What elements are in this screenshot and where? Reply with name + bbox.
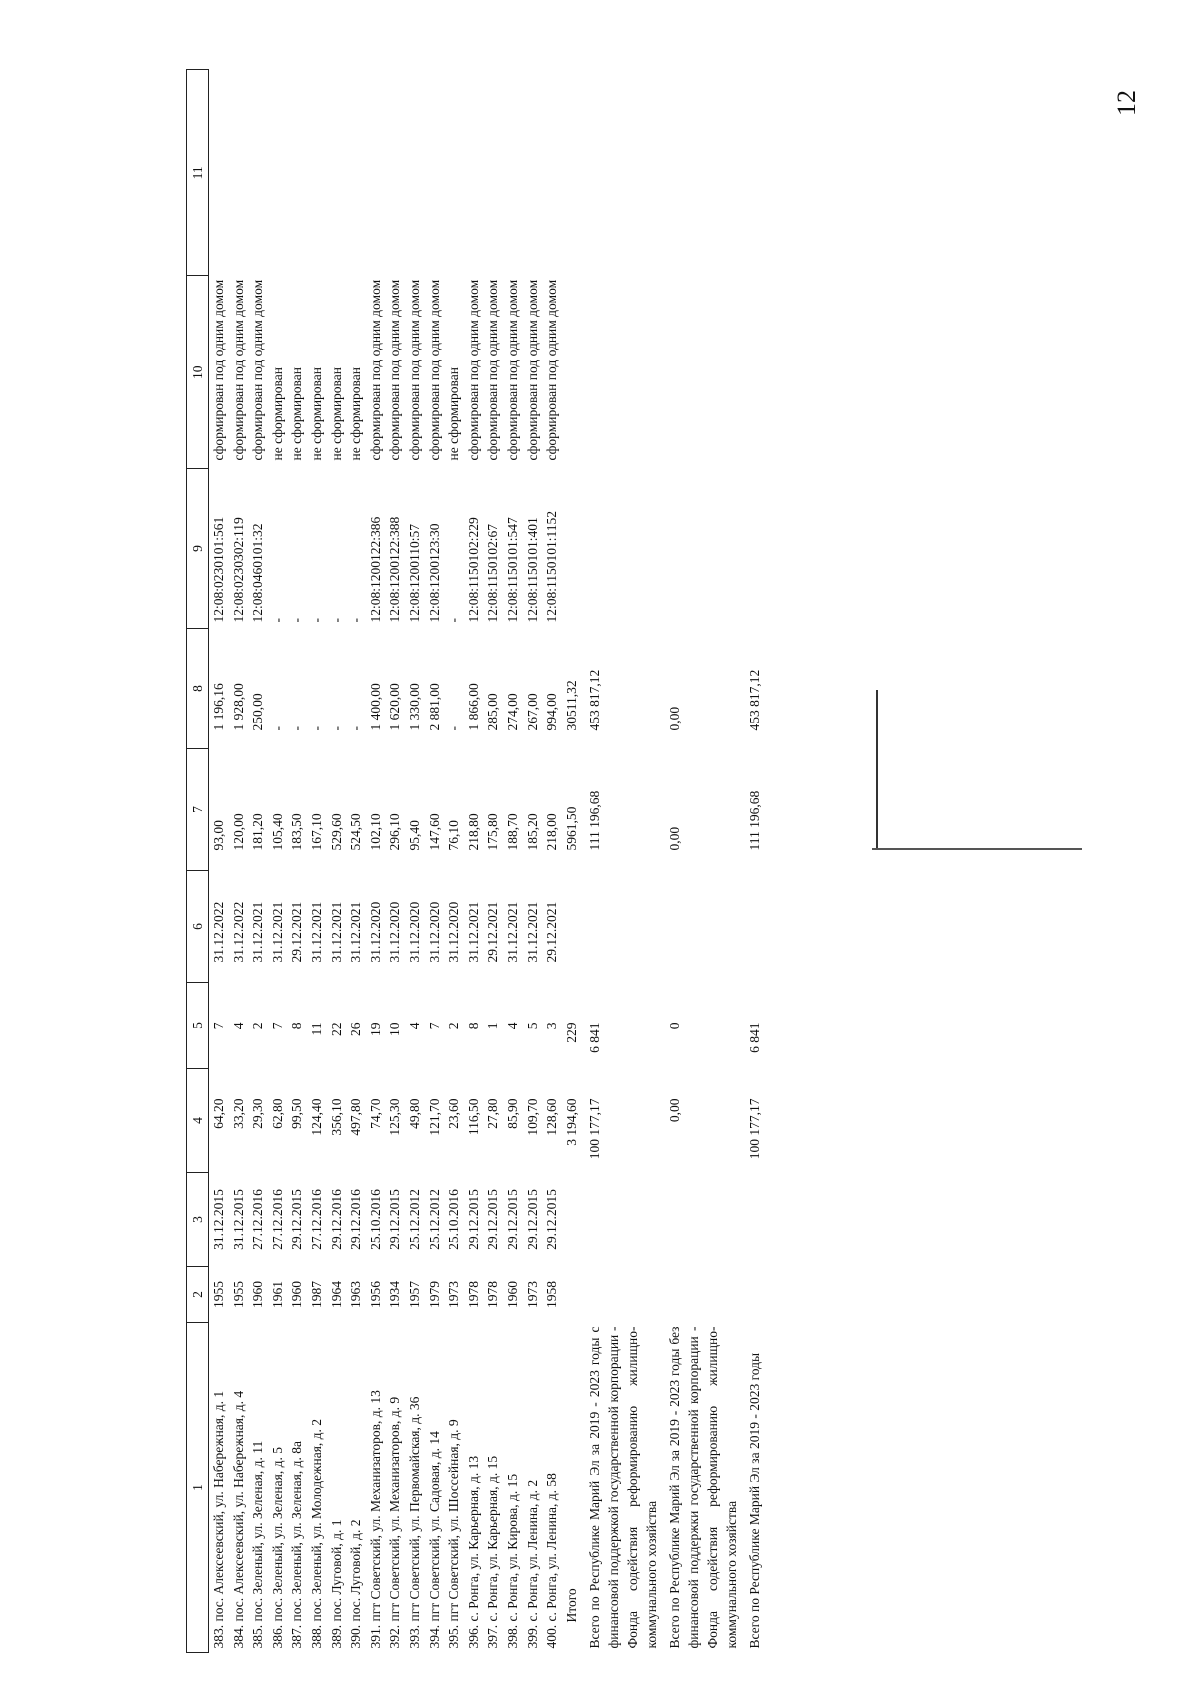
- total-cell: 0: [667, 1022, 683, 1030]
- cell-col-3: 27.12.2016: [269, 1189, 285, 1250]
- total-cell: [741, 1267, 765, 1323]
- cell-col-10: сформирован под одним домом: [485, 279, 501, 461]
- table-row: [327, 70, 347, 1653]
- table-row: [287, 70, 307, 1653]
- cell-col-3: 29.12.2015: [485, 1189, 501, 1250]
- cell-col-9: -: [328, 618, 344, 623]
- total-cell: 100 177,17: [587, 1098, 603, 1160]
- table-row: [346, 70, 366, 1653]
- cell-col-2: 1973: [446, 1281, 462, 1308]
- page-number: 12: [1112, 90, 1141, 116]
- column-number-7: 7: [187, 749, 209, 871]
- cell-col-9: 12:08:1150101:1152: [544, 510, 560, 623]
- cell-col-2: 1961: [269, 1281, 285, 1308]
- total-cell: [741, 871, 765, 983]
- cell-col-5: 8: [289, 1022, 305, 1030]
- total-cell: [661, 70, 741, 276]
- cell-col-9: 12:08:1150101:401: [524, 517, 540, 623]
- cell-col-4: 121,70: [426, 1098, 442, 1136]
- total-label: Всего по Республике Марий Эл за 2019 - 2023 годы: [747, 1352, 763, 1649]
- cell-col-3: 25.10.2016: [367, 1189, 383, 1250]
- table-row: [366, 70, 386, 1653]
- cell-col-4: 125,30: [387, 1098, 403, 1136]
- cell-col-5: 1: [485, 1022, 501, 1030]
- cell-col-4: 128,60: [544, 1098, 560, 1136]
- cell-col-11: [542, 70, 562, 276]
- cell-col-7: 167,10: [308, 813, 324, 851]
- cell-col-7: 102,10: [367, 813, 383, 851]
- cell-col-5: 2: [250, 1022, 266, 1030]
- cell-col-7: 181,20: [250, 813, 266, 851]
- cell-col-10: сформирован под одним домом: [504, 279, 520, 461]
- cell-col-10: сформирован под одним домом: [426, 279, 442, 461]
- cell-col-3: 29.12.2016: [348, 1189, 364, 1250]
- table-row: [209, 70, 229, 1653]
- cell-col-7: 120,00: [230, 813, 246, 851]
- cell-col-8: 1 330,00: [406, 683, 422, 731]
- table-row: [542, 70, 562, 1653]
- cell-col-9: 12:08:0460101:32: [250, 523, 266, 623]
- cell-col-4: 124,40: [308, 1098, 324, 1136]
- total-row: [581, 70, 661, 1653]
- cell-col-3: 29.12.2015: [465, 1189, 481, 1250]
- cell-col-10: не сформирован: [308, 367, 324, 461]
- cell-col-11: [248, 70, 268, 276]
- cell-col-4: 49,80: [406, 1098, 422, 1129]
- cell-col-11: [425, 70, 445, 276]
- cell-col-1: 390. пос. Луговой, д. 2: [348, 1519, 364, 1649]
- cell-col-7: 529,60: [328, 813, 344, 851]
- column-number-3: 3: [187, 1173, 209, 1267]
- cell-col-5: 8: [465, 1022, 481, 1030]
- table-row: [444, 70, 464, 1653]
- table-row: [229, 70, 249, 1653]
- cell-col-1: 400. с. Ронга, ул. Ленина, д. 58: [544, 1473, 560, 1649]
- total-cell: [661, 276, 741, 469]
- cell-col-6: 31.12.2021: [524, 901, 540, 963]
- cell-col-6: 31.12.2021: [348, 901, 364, 963]
- cell-col-5: 7: [211, 1022, 226, 1030]
- cell-col-9: 12:08:1200123:30: [426, 523, 442, 623]
- cell-col-6: 31.12.2020: [387, 901, 403, 963]
- cell-col-9: -: [348, 618, 364, 623]
- cell-col-3: 25.12.2012: [406, 1189, 422, 1250]
- cell-col-6: 31.12.2020: [367, 901, 383, 963]
- cell-col-7: 296,10: [387, 813, 403, 851]
- cell-col-7: 95,40: [406, 820, 422, 851]
- cell-col-2: 1963: [348, 1281, 364, 1308]
- cell-col-8: -: [328, 726, 344, 731]
- cell-col-7: 93,00: [211, 820, 226, 851]
- cell-col-2: 1934: [387, 1281, 403, 1308]
- cell-col-9: -: [269, 618, 285, 623]
- cell-col-5: 7: [269, 1022, 285, 1030]
- cell-col-9: -: [308, 618, 324, 623]
- cell-col-9: -: [289, 618, 305, 623]
- cell-col-3: 31.12.2015: [230, 1189, 246, 1250]
- cell-col-1: 384. пос. Алексеевский, ул. Набережная, д. 4: [230, 1390, 246, 1649]
- cell-col-3: 29.12.2015: [504, 1189, 520, 1250]
- cell-col-9: 12:08:1150102:67: [485, 523, 501, 623]
- cell-col-8: 1 928,00: [230, 683, 246, 731]
- cell-col-1: 398. с. Ронга, ул. Кирова, д. 15: [504, 1473, 520, 1649]
- total-cell: [581, 1267, 661, 1323]
- total-cell: 111 196,68: [587, 790, 603, 851]
- cell-col-10: не сформирован: [348, 367, 364, 461]
- itogo-cell: [562, 276, 582, 469]
- cell-col-5: 2: [446, 1022, 462, 1030]
- cell-col-10: сформирован под одним домом: [406, 279, 422, 461]
- table-row: [405, 70, 425, 1653]
- cell-col-3: 29.12.2016: [328, 1189, 344, 1250]
- itogo-cell: [562, 1173, 582, 1267]
- cell-col-8: -: [446, 726, 462, 731]
- cell-col-5: 10: [387, 1022, 403, 1036]
- total-cell: 6 841: [587, 1022, 603, 1053]
- cell-col-9: 12:08:0230101:561: [211, 516, 226, 623]
- cell-col-6: 29.12.2021: [289, 901, 305, 963]
- cell-col-10: не сформирован: [269, 367, 285, 461]
- cell-col-3: 25.10.2016: [446, 1189, 462, 1250]
- total-row: [661, 70, 741, 1653]
- cell-col-8: -: [289, 726, 305, 731]
- table-body: [187, 70, 765, 1653]
- cell-col-7: 218,80: [465, 813, 481, 851]
- column-number-row: [187, 70, 209, 1653]
- cell-col-6: 29.12.2021: [544, 901, 560, 963]
- cell-col-4: 29,30: [250, 1098, 266, 1129]
- itogo-cell: 5961,50: [563, 806, 579, 851]
- cell-col-5: 11: [308, 1022, 324, 1036]
- cell-col-11: [523, 70, 543, 276]
- table-row: [464, 70, 484, 1653]
- total-cell: [581, 276, 661, 469]
- scan-artifact-line: [876, 690, 878, 850]
- cell-col-8: 2 881,00: [426, 683, 442, 731]
- table-row: [425, 70, 445, 1653]
- cell-col-11: [287, 70, 307, 276]
- cell-col-11: [268, 70, 288, 276]
- cell-col-1: 387. пос. Зеленый, ул. Зеленая, д. 8а: [289, 1441, 305, 1649]
- cell-col-4: 497,80: [348, 1098, 364, 1136]
- column-number-11: 11: [187, 70, 209, 276]
- cell-col-8: 994,00: [544, 693, 560, 731]
- cell-col-2: 1958: [544, 1281, 560, 1308]
- total-cell: [741, 70, 765, 276]
- total-label: Всего по Республике Марий Эл за 2019 - 2023 годы без финансовой поддержки государственной корпорации - Фонда содействия реформированию жилищно-коммунального хозяйства: [667, 1326, 740, 1649]
- cell-col-6: 31.12.2021: [328, 901, 344, 963]
- cell-col-11: [503, 70, 523, 276]
- cell-col-9: 12:08:1200122:388: [387, 516, 403, 623]
- cell-col-1: 396. с. Ронга, ул. Карьерная, д. 13: [465, 1455, 481, 1649]
- total-cell: [581, 1173, 661, 1267]
- column-number-2: 2: [187, 1267, 209, 1323]
- cell-col-5: 4: [230, 1022, 246, 1030]
- cell-col-5: 4: [504, 1022, 520, 1030]
- cell-col-10: сформирован под одним домом: [524, 279, 540, 461]
- cell-col-7: 218,00: [544, 813, 560, 851]
- cell-col-2: 1955: [211, 1281, 226, 1308]
- cell-col-6: 31.12.2022: [211, 901, 226, 963]
- cell-col-8: 1 196,16: [211, 683, 226, 731]
- total-cell: 6 841: [747, 1022, 763, 1053]
- cell-col-6: 31.12.2020: [446, 901, 462, 963]
- scan-artifact-line: [872, 848, 1082, 850]
- total-cell: [581, 70, 661, 276]
- total-label: Всего по Республике Марий Эл за 2019 - 2023 годы с финансовой поддержкой государственной корпорации - Фонда содействия реформированию жилищно-коммунального хозяйства: [587, 1326, 660, 1649]
- cell-col-2: 1960: [289, 1281, 305, 1308]
- cell-col-4: 74,70: [367, 1098, 383, 1129]
- itogo-cell: [562, 1267, 582, 1323]
- itogo-label: Итого: [563, 1588, 579, 1623]
- cell-col-5: 22: [328, 1022, 344, 1036]
- cell-col-4: 356,10: [328, 1098, 344, 1136]
- total-cell: 453 817,12: [747, 669, 763, 731]
- cell-col-7: 105,40: [269, 813, 285, 851]
- cell-col-4: 23,60: [446, 1098, 462, 1129]
- itogo-cell: 3 194,60: [563, 1098, 579, 1146]
- cell-col-8: 274,00: [504, 693, 520, 731]
- total-cell: [741, 1173, 765, 1267]
- itogo-cell: 30511,32: [563, 680, 579, 731]
- cell-col-9: 12:08:1200110:57: [406, 523, 422, 623]
- cell-col-4: 99,50: [289, 1098, 305, 1129]
- cell-col-10: не сформирован: [289, 367, 305, 461]
- itogo-cell: [562, 469, 582, 629]
- total-cell: [741, 469, 765, 629]
- total-cell: 100 177,17: [747, 1098, 763, 1160]
- cell-col-3: 29.12.2015: [524, 1189, 540, 1250]
- housing-table: [186, 69, 765, 1653]
- cell-col-7: 175,80: [485, 813, 501, 851]
- cell-col-2: 1964: [328, 1281, 344, 1308]
- cell-col-9: -: [446, 618, 462, 623]
- column-number-4: 4: [187, 1069, 209, 1173]
- cell-col-1: 385. пос. Зеленый, ул. Зеленая, д. 11: [250, 1440, 266, 1649]
- cell-col-7: 524,50: [348, 813, 364, 851]
- cell-col-8: 1 400,00: [367, 683, 383, 731]
- cell-col-7: 183,50: [289, 813, 305, 851]
- cell-col-1: 392. пгт Советский, ул. Механизаторов, д. 9: [387, 1396, 403, 1649]
- cell-col-6: 31.12.2021: [504, 901, 520, 963]
- column-number-6: 6: [187, 871, 209, 983]
- cell-col-6: 31.12.2021: [269, 901, 285, 963]
- table-row: [307, 70, 327, 1653]
- total-cell: 111 196,68: [747, 790, 763, 851]
- cell-col-9: 12:08:0230302:119: [230, 517, 246, 623]
- cell-col-1: 383. пос. Алексеевский, ул. Набережная, д. 1: [211, 1390, 226, 1649]
- total-cell: 0,00: [667, 706, 683, 731]
- cell-col-8: -: [348, 726, 364, 731]
- cell-col-9: 12:08:1150101:547: [504, 517, 520, 623]
- cell-col-4: 64,20: [211, 1098, 226, 1129]
- itogo-cell: [562, 70, 582, 276]
- cell-col-1: 394. пгт Советский, ул. Садовая, д. 14: [426, 1431, 442, 1649]
- cell-col-8: -: [269, 726, 285, 731]
- cell-col-6: 31.12.2022: [230, 901, 246, 963]
- cell-col-6: 31.12.2021: [465, 901, 481, 963]
- cell-col-1: 389. пос. Луговой, д. 1: [328, 1519, 344, 1649]
- table-row: [385, 70, 405, 1653]
- total-cell: [581, 469, 661, 629]
- cell-col-1: 391. пгт Советский, ул. Механизаторов, д. 13: [367, 1390, 383, 1649]
- cell-col-9: 12:08:1150102:229: [465, 517, 481, 623]
- table-row: [248, 70, 268, 1653]
- cell-col-3: 29.12.2015: [387, 1189, 403, 1250]
- cell-col-1: 397. с. Ронга, ул. Карьерная, д. 15: [485, 1455, 501, 1649]
- cell-col-4: 33,20: [230, 1098, 246, 1129]
- table-row: [483, 70, 503, 1653]
- total-cell: [661, 871, 741, 983]
- cell-col-11: [229, 70, 249, 276]
- column-number-5: 5: [187, 983, 209, 1069]
- cell-col-2: 1960: [504, 1281, 520, 1308]
- cell-col-11: [366, 70, 386, 276]
- cell-col-10: сформирован под одним домом: [250, 279, 266, 461]
- cell-col-2: 1987: [308, 1281, 324, 1308]
- cell-col-2: 1979: [426, 1281, 442, 1308]
- cell-col-5: 4: [406, 1022, 422, 1030]
- column-number-9: 9: [187, 469, 209, 629]
- itogo-cell: [562, 871, 582, 983]
- cell-col-1: 393. пгт Советский, ул. Первомайская, д. 36: [406, 1396, 422, 1649]
- cell-col-10: не сформирован: [328, 367, 344, 461]
- cell-col-2: 1978: [485, 1281, 501, 1308]
- cell-col-1: 399. с. Ронга, ул. Ленина, д. 2: [524, 1479, 540, 1649]
- cell-col-10: сформирован под одним домом: [387, 279, 403, 461]
- total-cell: [661, 1173, 741, 1267]
- cell-col-5: 7: [426, 1022, 442, 1030]
- cell-col-9: 12:08:1200122:386: [367, 516, 383, 623]
- cell-col-10: не сформирован: [446, 367, 462, 461]
- cell-col-3: 29.12.2015: [544, 1189, 560, 1250]
- cell-col-4: 109,70: [524, 1098, 540, 1136]
- total-cell: [661, 469, 741, 629]
- table-row: [523, 70, 543, 1653]
- column-number-1: 1: [187, 1323, 209, 1653]
- cell-col-8: 1 866,00: [465, 683, 481, 731]
- cell-col-1: 386. пос. Зеленый, ул. Зеленая, д. 5: [269, 1447, 285, 1649]
- cell-col-11: [405, 70, 425, 276]
- cell-col-11: [327, 70, 347, 276]
- cell-col-5: 3: [544, 1022, 560, 1030]
- column-number-10: 10: [187, 276, 209, 469]
- cell-col-6: 31.12.2020: [406, 901, 422, 963]
- cell-col-7: 188,70: [504, 813, 520, 851]
- cell-col-11: [385, 70, 405, 276]
- cell-col-11: [209, 70, 229, 276]
- cell-col-4: 116,50: [465, 1098, 481, 1136]
- cell-col-5: 19: [367, 1022, 383, 1036]
- cell-col-4: 62,80: [269, 1098, 285, 1129]
- cell-col-10: сформирован под одним домом: [367, 279, 383, 461]
- cell-col-8: 250,00: [250, 693, 266, 731]
- total-cell: [661, 1267, 741, 1323]
- cell-col-2: 1955: [230, 1281, 246, 1308]
- cell-col-5: 5: [524, 1022, 540, 1030]
- cell-col-10: сформирован под одним домом: [211, 279, 226, 461]
- cell-col-11: [444, 70, 464, 276]
- total-cell: 0,00: [667, 1098, 683, 1123]
- cell-col-4: 27,80: [485, 1098, 501, 1129]
- cell-col-8: 1 620,00: [387, 683, 403, 731]
- cell-col-6: 31.12.2020: [426, 901, 442, 963]
- cell-col-10: сформирован под одним домом: [230, 279, 246, 461]
- column-number-8: 8: [187, 629, 209, 749]
- cell-col-11: [464, 70, 484, 276]
- cell-col-2: 1973: [524, 1281, 540, 1308]
- cell-col-2: 1960: [250, 1281, 266, 1308]
- rotated-page: [186, 3, 1200, 1653]
- cell-col-3: 29.12.2015: [289, 1189, 305, 1250]
- cell-col-10: сформирован под одним домом: [544, 279, 560, 461]
- cell-col-2: 1978: [465, 1281, 481, 1308]
- cell-col-7: 76,10: [446, 820, 462, 851]
- table-row: [503, 70, 523, 1653]
- total-cell: [581, 871, 661, 983]
- cell-col-3: 25.12.2012: [426, 1189, 442, 1250]
- cell-col-1: 395. пгт Советский, ул. Шоссейная, д. 9: [446, 1419, 462, 1649]
- cell-col-3: 31.12.2015: [211, 1189, 226, 1250]
- total-cell: 453 817,12: [587, 669, 603, 731]
- cell-col-3: 27.12.2016: [250, 1189, 266, 1250]
- cell-col-2: 1956: [367, 1281, 383, 1308]
- cell-col-2: 1957: [406, 1281, 422, 1308]
- cell-col-11: [346, 70, 366, 276]
- total-cell: [741, 276, 765, 469]
- cell-col-8: -: [308, 726, 324, 731]
- cell-col-5: 26: [348, 1022, 364, 1036]
- table-row: [268, 70, 288, 1653]
- total-row: [741, 70, 765, 1653]
- cell-col-3: 27.12.2016: [308, 1189, 324, 1250]
- cell-col-6: 31.12.2021: [250, 901, 266, 963]
- cell-col-10: сформирован под одним домом: [465, 279, 481, 461]
- total-cell: 0,00: [667, 826, 683, 851]
- cell-col-11: [307, 70, 327, 276]
- cell-col-6: 31.12.2021: [308, 901, 324, 963]
- cell-col-7: 147,60: [426, 813, 442, 851]
- cell-col-8: 267,00: [524, 693, 540, 731]
- itogo-row: [562, 70, 582, 1653]
- itogo-cell: 229: [563, 1022, 579, 1043]
- cell-col-7: 185,20: [524, 813, 540, 851]
- cell-col-4: 85,90: [504, 1098, 520, 1129]
- cell-col-8: 285,00: [485, 693, 501, 731]
- cell-col-1: 388. пос. Зеленый, ул. Молодежная, д. 2: [308, 1418, 324, 1649]
- cell-col-6: 29.12.2021: [485, 901, 501, 963]
- cell-col-11: [483, 70, 503, 276]
